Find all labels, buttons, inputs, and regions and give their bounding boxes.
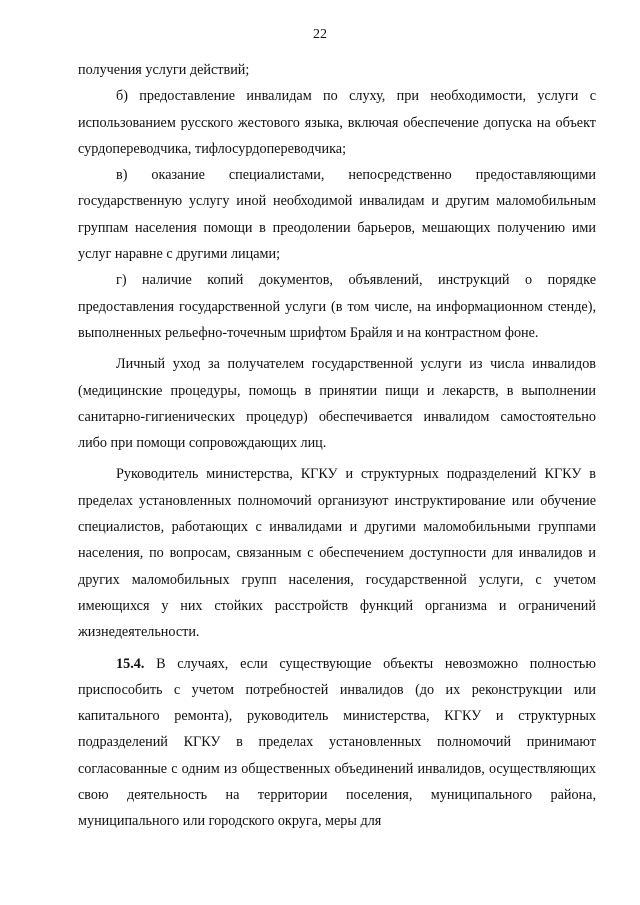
page-number: 22 <box>313 27 327 42</box>
paragraph-item-b: б) предоставление инвалидам по слуху, при необходимости, услуги с использованием русского жестового языка, включая обеспечение допуска на объект сурдопереводчика, тифлосурдопереводчика; <box>78 88 596 157</box>
document-body <box>78 57 596 835</box>
section-text: В случаях, если существующие объекты невозможно полностью приспособить с учетом потребностей инвалидов (до их реконструкции или капитального ремонта), руководитель министерства, КГКУ и структурных подразделений КГКУ в пределах установленных полномочий принимают согласованные с одним из общественных объединений инвалидов, осуществляющих свою деятельность на территории поселения, муниципального района, муниципального или городского округа, меры для <box>78 655 596 830</box>
paragraph-item-v: в) оказание специалистами, непосредственно предоставляющими государственную услугу иной необходимой инвалидам и другим маломобильным группам населения помощи в преодолении барьеров, мешающих получению ими услуг наравне с другими лицами; <box>78 167 596 263</box>
paragraph-personal-care: Личный уход за получателем государственной услуги из числа инвалидов (медицинские процедуры, помощь в принятии пищи и лекарств, в выполнении санитарно-гигиенических процедур) обеспечивается инвалидом самостоятельно либо при помощи сопровождающих лиц. <box>78 356 596 452</box>
section-number: 15.4. <box>116 655 145 672</box>
paragraph-section-15-4 <box>78 651 596 835</box>
paragraph-training: Руководитель министерства, КГКУ и структурных подразделений КГКУ в пределах установленных полномочий организуют инструктирование или обучение специалистов, работающих с инвалидами и другими маломобильными группами населения, по вопросам, связанным с обеспечением доступности для инвалидов и других маломобильных групп населения, государственной услуги, с учетом имеющихся у них стойких расстройств функций организма и ограничений жизнедеятельности. <box>78 466 596 641</box>
paragraph-continuation: получения услуги действий; <box>78 62 250 78</box>
paragraph-item-g: г) наличие копий документов, объявлений, инструкций о порядке предоставления государственной услуги (в том числе, на информационном стенде), выполненных рельефно-точечным шрифтом Брайля и на контрастном фоне. <box>78 272 596 341</box>
